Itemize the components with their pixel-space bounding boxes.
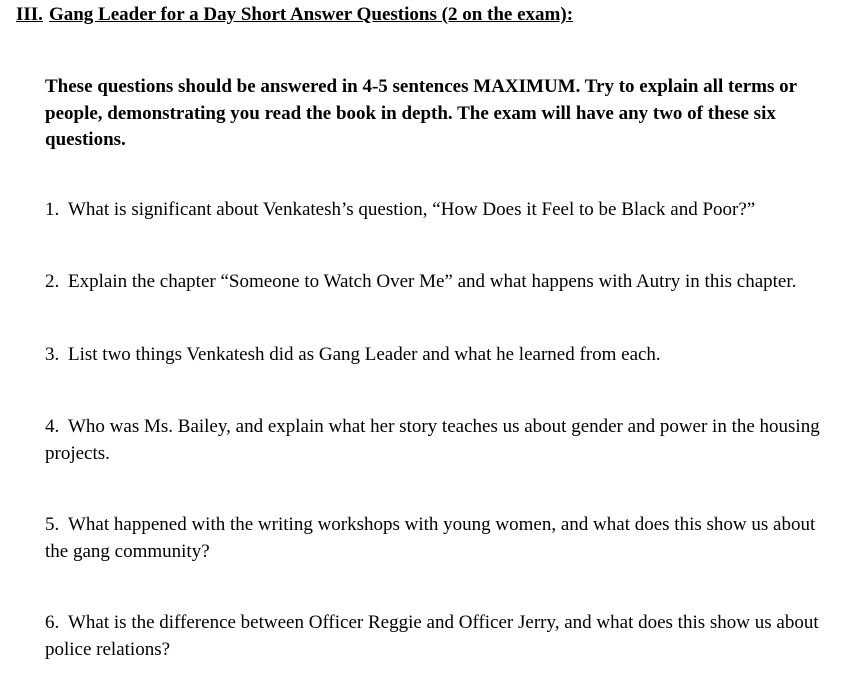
question-item (45, 197, 825, 224)
section-title: Gang Leader for a Day Short Answer Questions (2 on the exam): (48, 4, 574, 25)
question-item (45, 512, 825, 565)
instructions-paragraph: These questions should be answered in 4-5 sentences MAXIMUM. Try to explain all terms or people, demonstrating you read the book in depth. The exam will have any two of these six questions. (45, 76, 797, 150)
question-number: 3. (45, 344, 60, 365)
question-item (45, 610, 825, 663)
question-text: List two things Venkatesh did as Gang Leader and what he learned from each. (68, 344, 661, 365)
question-number: 5. (45, 514, 60, 535)
question-item (45, 414, 825, 467)
question-item (45, 342, 825, 369)
question-text: What is significant about Venkatesh’s question, “How Does it Feel to be Black and Poor?” (68, 199, 756, 220)
question-item (45, 269, 825, 296)
question-text: Who was Ms. Bailey, and explain what her story teaches us about gender and power in the housing projects. (45, 416, 820, 464)
section-number: III. (16, 4, 43, 25)
question-number: 1. (45, 199, 60, 220)
question-text: What is the difference between Officer Reggie and Officer Jerry, and what does this show us about police relations? (45, 612, 819, 660)
section-heading (16, 3, 573, 27)
question-number: 6. (45, 612, 60, 633)
question-number: 4. (45, 416, 60, 437)
question-text: What happened with the writing workshops with young women, and what does this show us about the gang community? (45, 514, 816, 562)
question-number: 2. (45, 271, 60, 292)
question-text: Explain the chapter “Someone to Watch Over Me” and what happens with Autry in this chapter. (68, 271, 797, 292)
